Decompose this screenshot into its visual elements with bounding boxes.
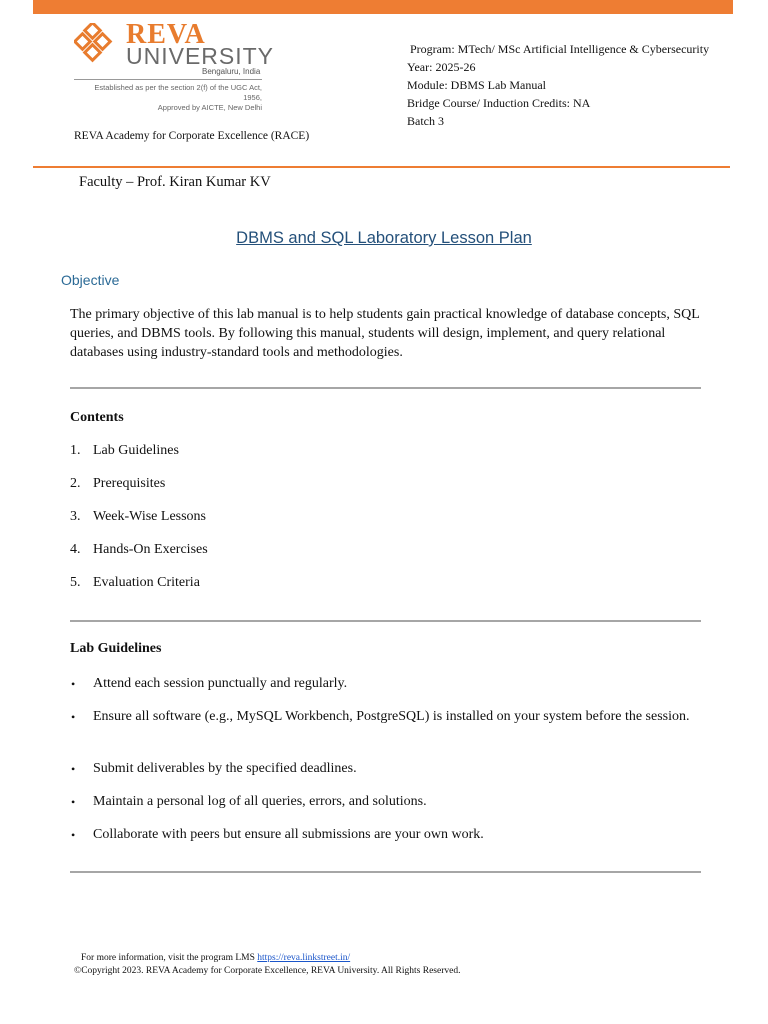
logo-established <box>74 83 262 113</box>
footer-info <box>81 953 350 963</box>
contents-item-label: Hands-On Exercises <box>93 542 208 557</box>
contents-item <box>70 475 700 493</box>
section-divider <box>70 620 701 622</box>
contents-heading: Contents <box>70 410 124 425</box>
contents-item-number: 1. <box>70 443 81 458</box>
objective-text: The primary objective of this lab manual is to help students gain practical knowledge of database concepts, SQL queries, and DBMS tools. By following this manual, students will design, implement, and query relational databases using industry-standard tools and methodologies. <box>70 307 700 360</box>
guideline-text: Collaborate with peers but ensure all submissions are your own work. <box>93 827 484 842</box>
guideline-item <box>70 708 700 726</box>
logo-subname: UNIVERSITY <box>126 43 275 69</box>
program-meta <box>407 40 709 130</box>
logo-city: Bengaluru, India <box>202 67 261 76</box>
contents-item-number: 4. <box>70 542 81 557</box>
module-line: Module: DBMS Lab Manual <box>407 78 546 92</box>
header-accent-bar <box>33 0 733 14</box>
guideline-text: Attend each session punctually and regularly. <box>93 676 348 691</box>
program-line: Program: MTech/ MSc Artificial Intelligence & Cybersecurity <box>410 42 710 56</box>
logo-name: REVA <box>126 19 206 50</box>
logo-established-line2: Approved by AICTE, New Delhi <box>157 103 262 112</box>
guideline-text: Submit deliverables by the specified deadlines. <box>93 761 357 776</box>
guideline-item <box>70 793 700 811</box>
faculty-name: Faculty – Prof. Kiran Kumar KV <box>79 174 271 190</box>
year-line: Year: 2025-26 <box>407 60 476 74</box>
logo-established-line1: Established as per the section 2(f) of the UGC Act, 1956, <box>94 83 262 102</box>
credits-line: Bridge Course/ Induction Credits: NA <box>407 96 591 110</box>
contents-item-number: 2. <box>70 476 81 491</box>
document-title: DBMS and SQL Laboratory Lesson Plan <box>236 229 532 247</box>
bullet-icon: • <box>71 762 76 776</box>
contents-item-label: Lab Guidelines <box>93 443 179 458</box>
race-label: REVA Academy for Corporate Excellence (RACE) <box>74 130 310 142</box>
contents-item <box>70 541 700 559</box>
contents-item-number: 5. <box>70 575 81 590</box>
contents-item <box>70 574 700 592</box>
footer-copyright: ©Copyright 2023. REVA Academy for Corporate Excellence, REVA University. All Rights Reserved. <box>74 966 461 976</box>
batch-line: Batch 3 <box>407 114 444 128</box>
lms-link[interactable]: https://reva.linkstreet.in/ <box>257 953 351 963</box>
logo-divider <box>74 79 262 80</box>
section-divider <box>70 387 701 389</box>
reva-emblem-icon <box>74 23 114 63</box>
contents-item <box>70 442 700 460</box>
guideline-text: Ensure all software (e.g., MySQL Workbench, PostgreSQL) is installed on your system before the session. <box>93 709 690 724</box>
header-divider <box>33 166 730 168</box>
section-divider <box>70 871 701 873</box>
contents-item-label: Prerequisites <box>93 476 166 491</box>
contents-item-label: Week-Wise Lessons <box>93 509 206 524</box>
bullet-icon: • <box>71 710 76 724</box>
contents-item-number: 3. <box>70 509 81 524</box>
bullet-icon: • <box>71 677 76 691</box>
footer-info-text: For more information, visit the program LMS <box>81 953 258 963</box>
guideline-item <box>70 675 700 693</box>
lab-guidelines-heading: Lab Guidelines <box>70 641 162 656</box>
guideline-text: Maintain a personal log of all queries, errors, and solutions. <box>93 794 427 809</box>
reva-university-logo <box>74 20 274 110</box>
guideline-item <box>70 826 700 844</box>
contents-item <box>70 508 700 526</box>
objective-heading: Objective <box>61 272 120 288</box>
guideline-item <box>70 760 700 778</box>
bullet-icon: • <box>71 795 76 809</box>
contents-item-label: Evaluation Criteria <box>93 575 200 590</box>
bullet-icon: • <box>71 828 76 842</box>
